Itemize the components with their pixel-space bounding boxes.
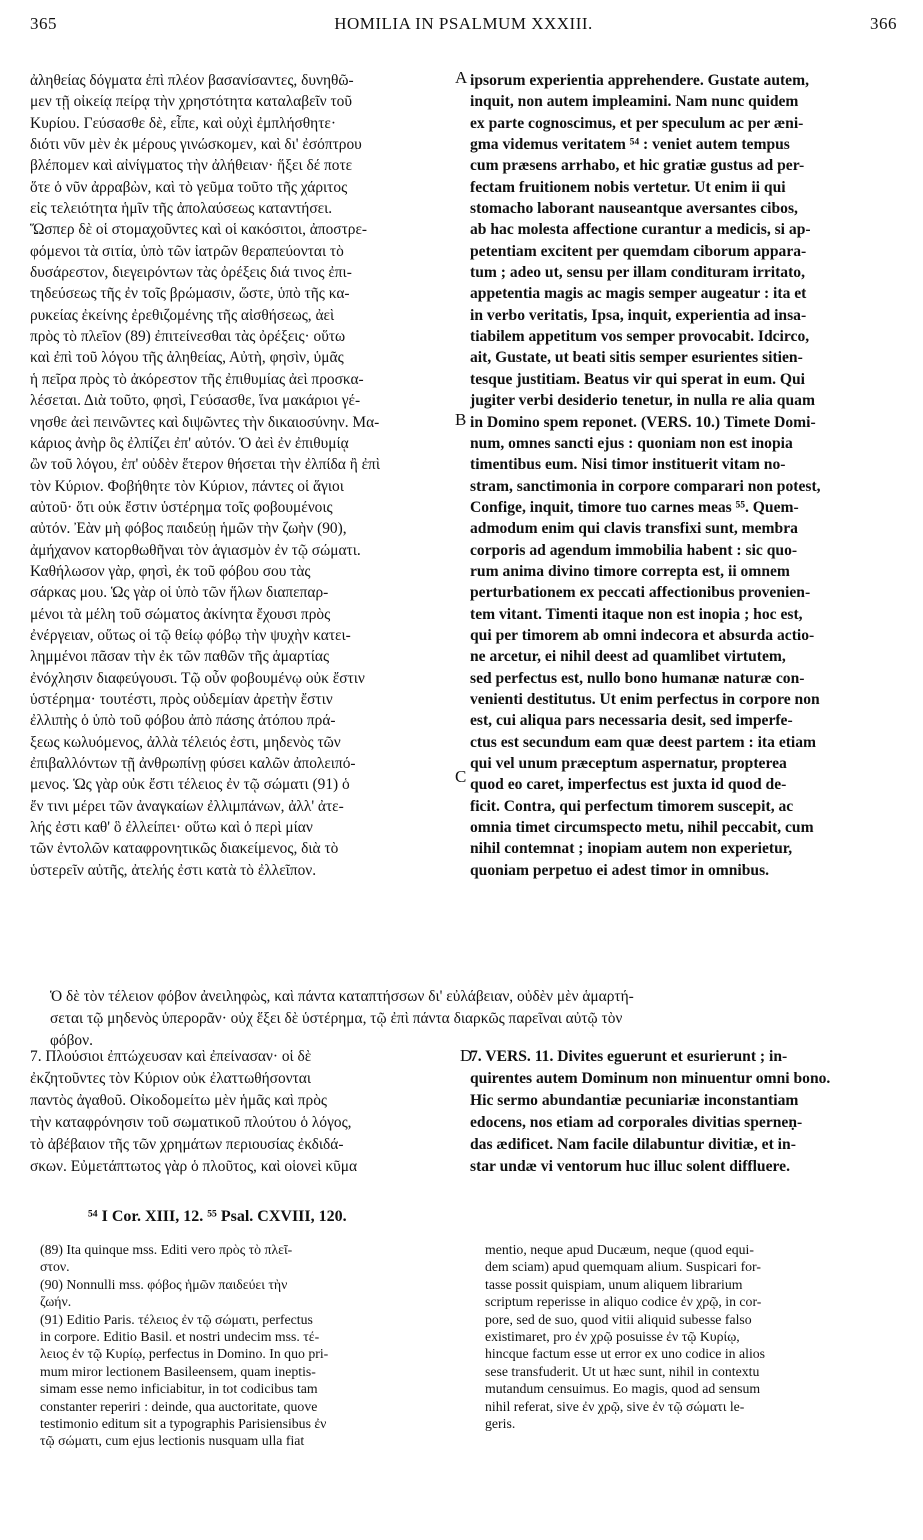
greek-text-line: αὐτοῦ· ὅτι οὐκ ἔστιν ὑστέρημα τοῖς φοβουμένοις — [30, 498, 333, 516]
section-7-greek-line: τὸ ἀβέβαιον τῆς τῶν χρημάτων περιουσίας ἐκδιδά- — [30, 1136, 344, 1153]
full-width-line: σεται τῷ μηδενὸς ὑπερορᾶν· οὐχ ἕξει δὲ ὑστέρημα, τῷ ἐπὶ πάντα διαρκῶς παρεῖναι αὐτῷ τὸν — [50, 1010, 623, 1027]
latin-text-line: venienti destitutus. Ut enim perfectus in corpore non — [470, 690, 820, 708]
note-line: tasse possit quispiam, unum aliquem librarium — [485, 1276, 743, 1292]
notes-right-column — [485, 1241, 905, 1432]
greek-column — [30, 70, 460, 881]
section-7-greek-line: παντὸς ἀγαθοῦ. Οἰκοδομείτω μὲν ἡμᾶς καὶ πρὸς — [30, 1092, 327, 1109]
greek-text-line: διότι νῦν μὲν ἐκ μέρους γινώσκομεν, καὶ δι' ἐσόπτρου — [30, 136, 362, 154]
greek-text-line: ὅτε ὁ νῦν ἀρραβὼν, καὶ τὸ γεῦμα τοῦτο τῆς χάριτος — [30, 178, 348, 196]
running-title: HOMILIA IN PSALMUM XXXIII. — [334, 14, 593, 33]
latin-text-line: omnia timet circumspecto metu, nihil peccabit, cum — [470, 819, 814, 837]
greek-text-line: ὢν τοῦ λόγου, ἐπ' οὐδὲν ἕτερον θήσεται τὴν ἐλπίδα ἢ ἐπὶ — [30, 456, 380, 474]
note-line: pore, sed de suo, quod vitii aliquid subesse falso — [485, 1311, 752, 1327]
latin-text-line: tiabilem appetitum vos semper provocabit. Idcirco, — [470, 328, 810, 346]
greek-text-line: βλέπομεν καὶ αἰνίγματος τὴν ἀλήθειαν· ἥξει δέ ποτε — [30, 157, 353, 175]
latin-text-line: gma videmus veritatem ⁵⁴ : veniet autem tempus — [470, 136, 790, 154]
page-number-left: 365 — [30, 14, 57, 33]
greek-text-line: ὑστερεῖν αὐτῆς, ἀτελής ἐστι κατὰ τὸ ἐλλεῖπον. — [30, 861, 317, 879]
greek-text-line: λέσεται. Διὰ τοῦτο, φησὶ, Γεύσασθε, ἵνα μακάριοι γέ- — [30, 392, 361, 410]
latin-text-line: stram, sanctimonia in corpore comparari non potest, — [470, 477, 821, 495]
note-line: mum miror lectionem Basileensem, quam ineptis- — [40, 1363, 316, 1379]
page-number-right: 366 — [870, 14, 897, 33]
section-7-latin-line: edocens, nos etiam ad corporales divitias sperneṇ- — [470, 1114, 803, 1131]
latin-text-line: ait, Gustate, ut beati sitis semper esurientes sitien- — [470, 349, 803, 367]
latin-text-line: tesque justitiam. Beatus vir qui sperat in eum. Qui — [470, 370, 805, 388]
greek-text-line: σάρκας μου. Ὡς γὰρ οἱ ὑπὸ τῶν ἥλων διαπεπαρ- — [30, 584, 329, 602]
greek-text-line: ἀληθείας δόγματα ἐπὶ πλέον βασανίσαντες, δυνηθῶ- — [30, 72, 354, 89]
full-width-paragraph — [50, 986, 900, 1052]
latin-text-line: inquit, non autem impleamini. Nam nunc quidem — [470, 93, 799, 111]
latin-text-line: est, cui aliqua pars necessaria desit, sed imperfe- — [470, 712, 793, 730]
section-7-latin-line: 7. VERS. 11. Divites eguerunt et esurierunt ; in- — [470, 1048, 788, 1065]
greek-text-line: αὐτόν. Ἐὰν μὴ φόβος παιδεύῃ ἡμῶν τὴν ζωὴν (90), — [30, 520, 347, 538]
margin-marker-a: A — [455, 68, 468, 87]
latin-text-line: jugiter verbi desiderio tenetur, in nulla re alia quam — [470, 392, 815, 410]
section-7-latin-line: Hic sermo abundantiæ pecuniariæ inconstantiam — [470, 1092, 799, 1109]
latin-text-line: perturbationem ex peccati affectionibus provenien- — [470, 584, 811, 602]
section-7-greek — [30, 1046, 460, 1178]
greek-text-line: μεν τῇ οἰκείᾳ πείρᾳ τὴν χρηστότητα καταλαβεῖν τοῦ — [30, 93, 352, 111]
greek-text-line: Κυρίου. Γεύσασθε δὲ, εἶπε, καὶ οὐχὶ ἐμπλήσθητε· — [30, 114, 336, 132]
margin-marker-c: C — [455, 767, 467, 786]
note-line: ζωήν. — [40, 1294, 72, 1310]
latin-text-line: num, omnes sancti ejus : quoniam non est inopia — [470, 434, 793, 452]
running-header — [30, 10, 897, 38]
note-line: hincque factum esse ut error ex uno codice in alios — [485, 1346, 766, 1362]
greek-text-line: λημμένοι πᾶσαν τὴν ἐκ τῶν παθῶν τῆς ἁμαρτίας — [30, 648, 330, 666]
note-line: nihil referat, sive ἐν χρῷ, sive ἐν τῷ σώματι le- — [485, 1398, 745, 1414]
latin-text-line: in Domino spem reponet. (VERS. 10.) Timete Domi- — [470, 413, 816, 431]
note-line: mutandum censuimus. Eo magis, quod ad sensum — [485, 1381, 761, 1397]
margin-marker-d: D — [460, 1046, 473, 1065]
section-7-latin — [470, 1046, 900, 1178]
latin-text-line: ab hac molesta affectione curantur a medicis, si ap- — [470, 221, 811, 239]
greek-text-line: ἐλλιπὴς ὁ ὑπὸ τοῦ φόβου ἀπὸ πάσης ἀτόπου πρά- — [30, 712, 336, 730]
latin-text-line: cum præsens arrhabo, et hic gratiæ gustus ad per- — [470, 157, 805, 175]
greek-text-line: τῶν ἐντολῶν καταφρονητικῶς διακείμενος, διὰ τὸ — [30, 840, 339, 858]
greek-text-line: δυσάρεστον, διεγειρόντων τὰς ὀρέξεις διά τινος ἐπι- — [30, 264, 352, 282]
note-line: existimaret, pro ἐν χρῷ posuisse ἐν τῷ Κυρίῳ, — [485, 1329, 740, 1345]
greek-text-line: πρὸς τὸ πλεῖον (89) ἐπιτείνεσθαι τὰς ὀρέξεις· οὕτω — [30, 328, 346, 346]
greek-text-line: ἔν τινι μέρει τῶν ἀναγκαίων ἐλλιμπάνων, ἀλλ' ἀτε- — [30, 797, 344, 815]
full-width-line: Ὁ δὲ τὸν τέλειον φόβον ἀνειληφὼς, καὶ πάντα καταπτήσσων δι' εὐλάβειαν, οὐδὲν μὲν ἁμαρτή- — [50, 988, 634, 1005]
greek-text-line: ἀμήχανον κατορθωθῆναι τὸν ἁγιασμὸν ἐν τῷ σώματι. — [30, 541, 361, 559]
latin-text-line: ctus est secundum eam quæ deest partem : ita etiam — [470, 733, 817, 751]
greek-text-line: Ὥσπερ δὲ οἱ στομαχοῦντες καὶ οἱ κακόσιτοι, ἀποστρε- — [30, 221, 368, 239]
latin-text-line: qui vel unum præceptum aspernatur, propterea — [470, 755, 787, 772]
scripture-references: ⁵⁴ I Cor. XIII, 12. ⁵⁵ Psal. CXVIII, 120. — [88, 1208, 347, 1225]
greek-text-line: κάριος ἀνὴρ ὃς ἐλπίζει ἐπ' αὐτόν. Ὁ ἀεὶ ἐν ἐπιθυμίᾳ — [30, 434, 349, 452]
latin-text-line: qui per timorem ab omni indecora et absurda actio- — [470, 626, 815, 644]
latin-text-line: petentiam excitent per quemdam ciborum appara- — [470, 242, 807, 260]
greek-text-line: τηδεύσεως τῆς ἐν τοῖς βρώμασιν, ὥστε, ὑπὸ τῆς κα- — [30, 285, 350, 303]
note-line: testimonio editum sit a typographis Parisiensibus ἐν — [40, 1416, 327, 1432]
greek-text-line: Καθήλωσον γὰρ, φησὶ, ἐκ τοῦ φόβου σου τὰς — [30, 562, 311, 580]
note-line: (90) Nonnulli mss. φόβος ἡμῶν παιδεύει τὴν — [40, 1276, 288, 1292]
greek-text-line: εἰς τελειότητα ἡμῖν τῆς ἀπολαύσεως καταντήσει. — [30, 200, 333, 218]
latin-text-line: ex parte cognoscimus, et per speculum ac per æni- — [470, 114, 804, 132]
greek-text-line: καὶ ἐπὶ τοῦ λόγου τῆς ἀληθείας, Αὐτὴ, φησὶν, ὑμᾶς — [30, 349, 344, 367]
section-7-greek-line: τὴν καταφρόνησιν τοῦ σωματικοῦ πλούτου ὁ λόγος, — [30, 1114, 352, 1131]
greek-text-line: φόμενοι τὰ σιτία, ὑπὸ τῶν ἰατρῶν θεραπεύονται τὸ — [30, 242, 344, 260]
greek-text-line: λής ἐστι καθ' ὃ ἐλλείπει· οὕτω καὶ ὁ περὶ μίαν — [30, 819, 313, 837]
greek-text-line: ἐνέργειαν, οὕτως οἱ τῷ θείῳ φόβῳ τὴν ψυχὴν κατει- — [30, 626, 351, 644]
latin-text-line: sed perfectus est, nullo bono humanæ naturæ con- — [470, 669, 805, 687]
note-line: (91) Editio Paris. τέλειος ἐν τῷ σώματι, perfectus — [40, 1311, 313, 1327]
note-line: sese transfuderit. Ut ut hæc sunt, nihil in contextu — [485, 1363, 760, 1379]
latin-text-line: in verbo veritatis, Ipsa, inquit, experientia ad insa- — [470, 306, 807, 324]
note-line: λειος ἐν τῷ Κυρίῳ, perfectus in Domino. In quo pri- — [40, 1346, 329, 1362]
section-7-greek-line: σκων. Εὐμετάπτωτος γὰρ ὁ πλοῦτος, καὶ οἱονεὶ κῦμα — [30, 1158, 358, 1175]
greek-text-line: νησθε ἀεὶ πεινῶντες καὶ διψῶντες τὴν δικαιοσύνην. Μα- — [30, 413, 380, 431]
note-line: geris. — [485, 1416, 516, 1432]
latin-text-line: fectam fruitionem nobis vertetur. Ut enim ii qui — [470, 178, 786, 196]
greek-text-line: ρυκείας ἐκείνης ἐρεθιζομένης τῆς αἰσθήσεως, ἀεὶ — [30, 306, 335, 324]
latin-column — [470, 70, 900, 881]
latin-text-line: corporis ad agendum immobilia habent : sic quo- — [470, 541, 798, 559]
latin-text-line: Confige, inquit, timore tuo carnes meas ⁵⁵. Quem- — [470, 498, 799, 516]
note-line: constanter reperiri : deinde, qua auctoritate, quove — [40, 1398, 318, 1414]
greek-text-line: ξεως κωλυόμενος, ἀλλὰ τέλειός ἐστι, μηδενὸς τῶν — [30, 733, 341, 751]
section-7-latin-line: das ædificet. Nam facile dilabuntur divitiæ, et in- — [470, 1136, 796, 1153]
latin-text-line: rum anima divino timore correpta est, ii omnem — [470, 562, 790, 580]
latin-text-line: timentibus eum. Nisi timor instituerit vitam no- — [470, 456, 786, 474]
section-7-greek-line: 7. Πλούσιοι ἐπτώχευσαν καὶ ἐπείνασαν· οἱ δὲ — [30, 1048, 312, 1065]
latin-text-line: tum ; adeo ut, sensu per illam condituram irritato, — [470, 264, 805, 282]
latin-text-line: ficit. Contra, qui perfectum timorem suscepit, ac — [470, 797, 794, 815]
greek-text-line: ὑστέρημα· τουτέστι, πρὸς οὐδεμίαν ἀρετὴν ἔστιν — [30, 690, 333, 708]
note-line: scriptum reperisse in aliquo codice ἐν χρῷ, in cor- — [485, 1294, 762, 1310]
note-line: τῷ σώματι, cum ejus lectionis nusquam ulla fiat — [40, 1433, 305, 1449]
section-7-greek-line: ἐκζητοῦντες τὸν Κύριον οὐκ ἐλαττωθήσονται — [30, 1070, 311, 1087]
note-line: dem sciam) apud quemquam alium. Suspicari for- — [485, 1259, 761, 1275]
latin-text-line: quoniam perpetuo ei adest timor in omnibus. — [470, 861, 770, 879]
latin-text-line: nihil contemnat ; inopiam autem non experietur, — [470, 840, 793, 858]
latin-text-line: admodum enim qui clavis transfixi sunt, membra — [470, 520, 798, 538]
latin-text-line: appetentia magis ac magis semper augeatur : ita et — [470, 285, 807, 303]
greek-text-line: ἐνόχλησιν διαφεύγουσι. Τῷ οὖν φοβουμένῳ οὐκ ἔστιν — [30, 669, 365, 687]
section-7-latin-line: star undæ vi ventorum huc illuc solent diffluere. — [470, 1158, 790, 1175]
note-line: (89) Ita quinque mss. Editi vero πρὸς τὸ πλεῖ- — [40, 1242, 293, 1257]
greek-text-line: μένοι τὰ μέλη τοῦ σώματος ἀκίνητα ἔχουσι πρὸς — [30, 605, 331, 623]
greek-text-line: μενος. Ὡς γὰρ οὐκ ἔστι τέλειος ἐν τῷ σώματι (91) ὁ — [30, 776, 350, 794]
latin-text-line: quod eo caret, imperfectus est juxta id quod de- — [470, 776, 787, 794]
greek-text-line: τὸν Κύριον. Φοβήθητε τὸν Κύριον, πάντες οἱ ἅγιοι — [30, 477, 344, 495]
section-7-latin-line: quirentes autem Dominum non minuentur omni bono. — [470, 1070, 831, 1087]
note-line: in corpore. Editio Basil. et nostri undecim mss. τέ- — [40, 1329, 320, 1345]
latin-text-line: ipsorum experientia apprehendere. Gustate autem, — [470, 72, 809, 89]
margin-marker-b: B — [455, 410, 467, 429]
greek-text-line: ἐπιβαλλόντων τῇ ἀνθρωπίνῃ φύσει καλῶν ἀπολειπό- — [30, 755, 356, 772]
greek-text-line: ἡ πεῖρα πρὸς τὸ ἀκόρεστον τῆς ἐπιθυμίας ἀεὶ προσκα- — [30, 370, 364, 388]
full-width-line: φόβον. — [50, 1032, 93, 1049]
latin-text-line: stomacho laborant nauseantque aversantes cibos, — [470, 200, 798, 218]
latin-text-line: ne arcetur, ei nihil deest ad quamlibet virtutem, — [470, 648, 786, 666]
note-line: mentio, neque apud Ducæum, neque (quod equi- — [485, 1242, 754, 1257]
latin-text-line: tem vitant. Timenti itaque non est inopia ; hoc est, — [470, 605, 803, 623]
note-line: στον. — [40, 1259, 70, 1275]
note-line: simam esse nemo inficiabitur, in tot codicibus tam — [40, 1381, 318, 1397]
notes-left-column — [40, 1241, 460, 1450]
